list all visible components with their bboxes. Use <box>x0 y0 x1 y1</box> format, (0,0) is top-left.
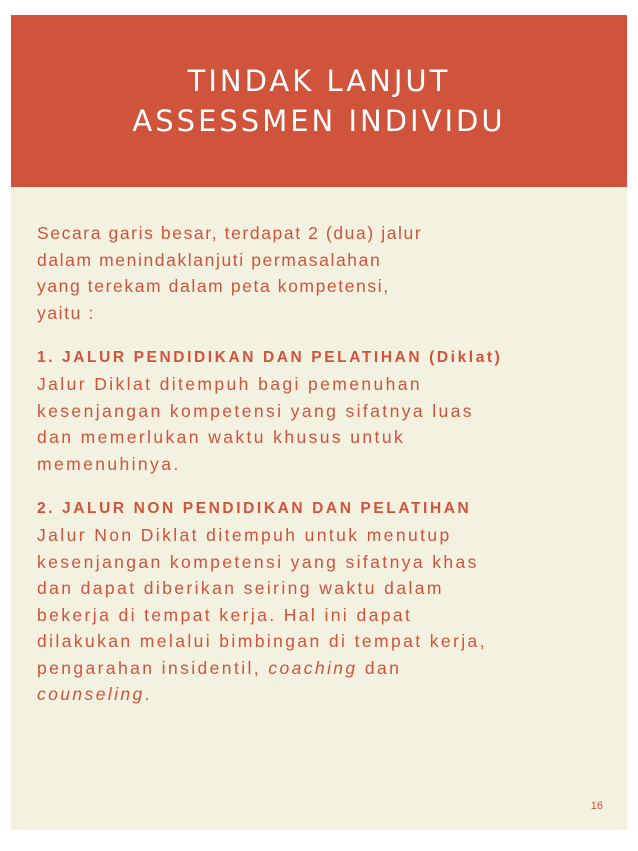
section-2-line-6-prefix: pengarahan insidentil, <box>37 657 269 678</box>
section-1-line: memenuhinya. <box>37 453 181 474</box>
section-2-line-6-suffix: dan <box>357 657 402 678</box>
section-2-line <box>37 681 607 708</box>
title-banner <box>11 15 627 187</box>
intro-line: dalam menindaklanjuti permasalahan <box>37 249 382 270</box>
section-1-line: kesenjangan kompetensi yang sifatnya luas <box>37 400 474 421</box>
section-1-line: dan memerlukan waktu khusus untuk <box>37 427 406 447</box>
slide <box>11 15 627 830</box>
section-2-line: dilakukan melalui bimbingan di tempat kerja, <box>37 631 487 651</box>
slide-body <box>37 220 607 708</box>
section-2-line: dan dapat diberikan seiring waktu dalam <box>37 578 444 598</box>
intro-line: Secara garis besar, terdapat 2 (dua) jalur <box>37 223 423 243</box>
section-2-line: bekerja di tempat kerja. Hal ini dapat <box>37 604 413 625</box>
slide-title-line-2: ASSESSMEN INDIVIDU <box>132 104 506 138</box>
section-2-line-7-suffix: . <box>144 684 152 704</box>
section-2-heading: 2. JALUR NON PENDIDIKAN DAN PELATIHAN <box>37 500 472 517</box>
slide-title-line-1: TINDAK LANJUT <box>187 64 451 98</box>
intro-line: yang terekam dalam peta kompetensi, <box>37 276 390 296</box>
section-2-line: kesenjangan kompetensi yang sifatnya khas <box>37 551 479 572</box>
coaching-term: coaching <box>268 657 358 678</box>
section-2-line: Jalur Non Diklat ditempuh untuk menutup <box>37 525 452 545</box>
counseling-term: counseling <box>37 684 145 704</box>
section-2-line <box>37 655 607 682</box>
section-1-line: Jalur Diklat ditempuh bagi pemenuhan <box>37 374 423 394</box>
intro-line: yaitu : <box>37 302 95 323</box>
section-1-heading: 1. JALUR PENDIDIKAN DAN PELATIHAN (Diklat) <box>37 349 503 366</box>
page-number: 16 <box>590 800 603 812</box>
